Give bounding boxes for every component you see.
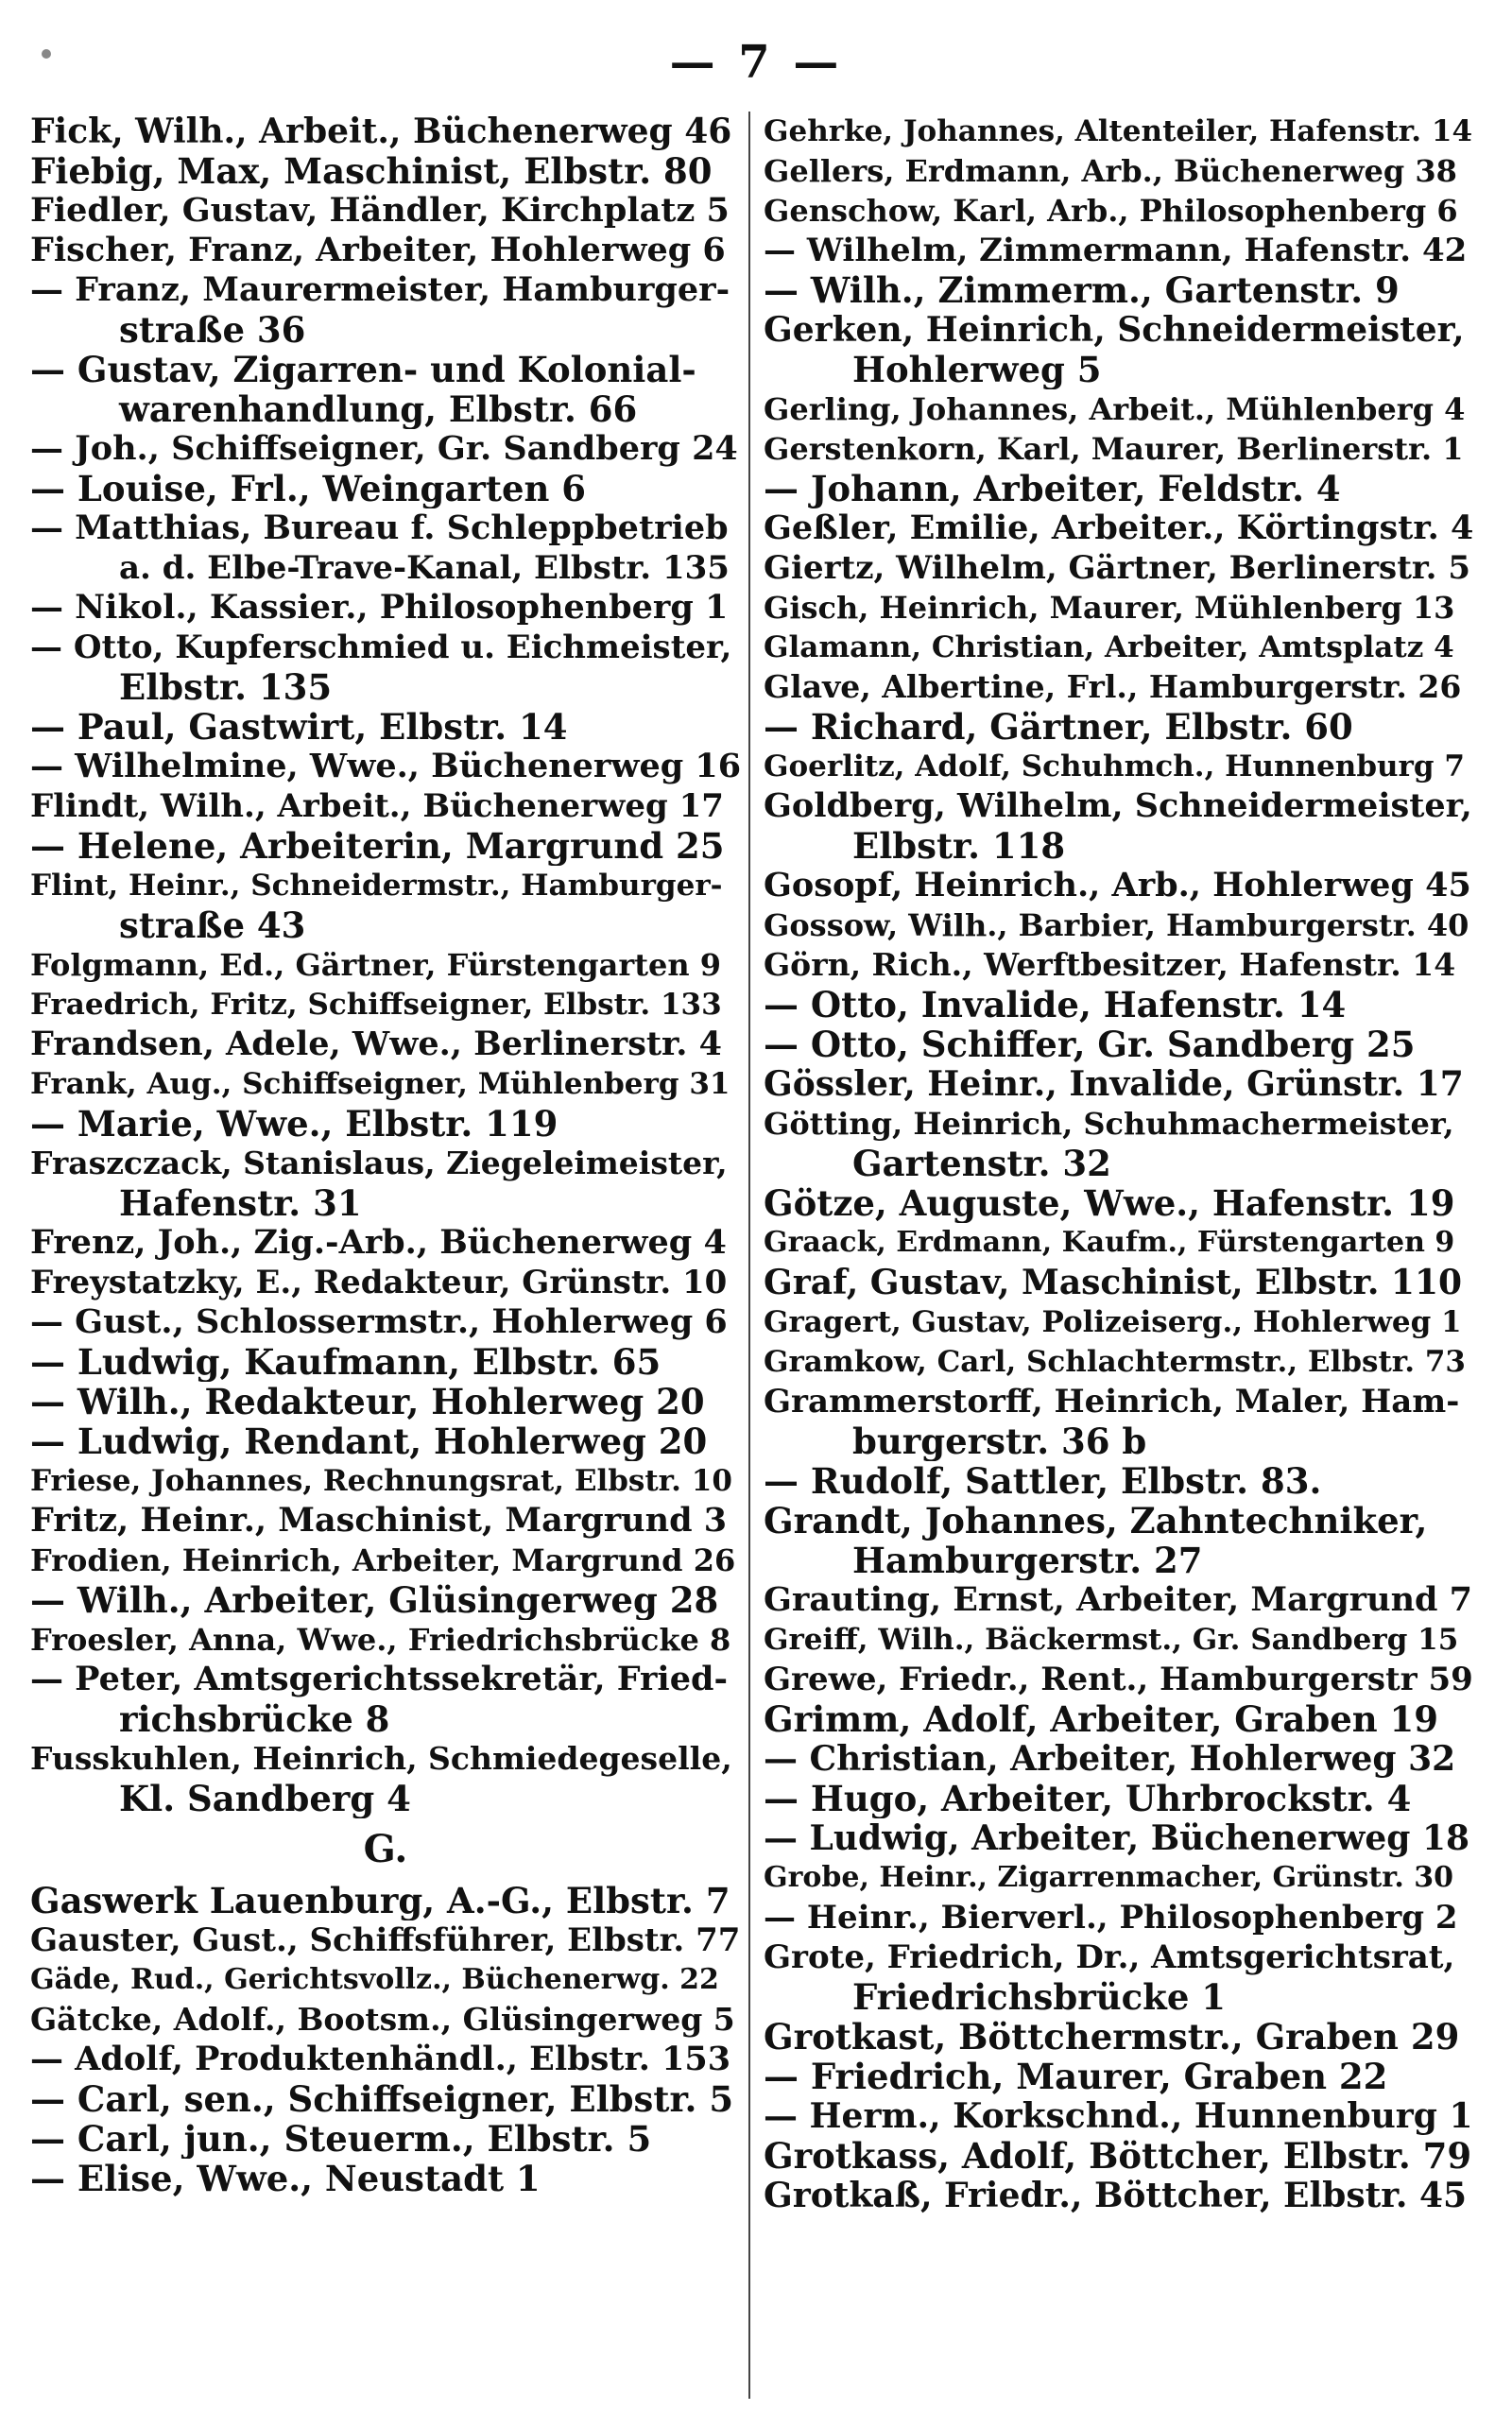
directory-entry: Grote, Friedrich, Dr., Amtsgerichtsrat, (764, 1938, 1455, 1976)
section-heading: G. (363, 1827, 408, 1871)
directory-entry: Goldberg, Wilhelm, Schneidermeister, (764, 786, 1472, 825)
directory-entry: Götze, Auguste, Wwe., Hafenstr. 19 (764, 1183, 1455, 1223)
directory-entry: Gerken, Heinrich, Schneidermeister, (764, 310, 1465, 350)
directory-entry: — Nikol., Kassier., Philosophenberg 1 (30, 588, 729, 627)
directory-entry: Freystatzky, E., Redakteur, Grünstr. 10 (30, 1264, 728, 1301)
directory-entry: — Hugo, Arbeiter, Uhrbrockstr. 4 (764, 1779, 1412, 1818)
directory-entry: Gössler, Heinr., Invalide, Grünstr. 17 (764, 1064, 1464, 1104)
directory-entry: Grimm, Adolf, Arbeiter, Graben 19 (764, 1699, 1439, 1739)
directory-entry: — Wilhelmine, Wwe., Büchenerweg 16 (30, 747, 741, 785)
directory-entry: Grotkast, Böttchermstr., Graben 29 (764, 2017, 1460, 2057)
column-divider (748, 112, 750, 2399)
directory-entry: Fraedrich, Fritz, Schiffseigner, Elbstr. 133 (30, 988, 722, 1022)
directory-entry: Gätcke, Adolf., Bootsm., Glüsingerweg 5 (30, 2001, 735, 2038)
directory-entry: Glamann, Christian, Arbeiter, Amtsplatz 4 (764, 630, 1454, 664)
directory-entry: Grandt, Johannes, Zahntechniker, (764, 1501, 1428, 1541)
directory-entry: Frank, Aug., Schiffseigner, Mühlenberg 31 (30, 1067, 730, 1101)
directory-entry: — Adolf, Produktenhändl., Elbstr. 153 (30, 2040, 731, 2078)
directory-entry: Fusskuhlen, Heinrich, Schmiedegeselle, (30, 1740, 732, 1777)
directory-entry: — Wilh., Redakteur, Hohlerweg 20 (30, 1382, 705, 1421)
directory-entry: Grotkaß, Friedr., Böttcher, Elbstr. 45 (764, 2176, 1468, 2215)
directory-entry-continuation: Elbstr. 118 (852, 826, 1066, 866)
directory-entry: Graf, Gustav, Maschinist, Elbstr. 110 (764, 1263, 1463, 1302)
directory-entry: Gaswerk Lauenburg, A.-G., Elbstr. 7 (30, 1881, 730, 1920)
directory-entry: Grauting, Ernst, Arbeiter, Margrund 7 (764, 1580, 1473, 1619)
directory-entry: — Otto, Invalide, Hafenstr. 14 (764, 985, 1347, 1025)
directory-entry-continuation: warenhandlung, Elbstr. 66 (119, 389, 638, 429)
directory-entry: Flindt, Wilh., Arbeit., Büchenerweg 17 (30, 787, 724, 825)
directory-entry: Glave, Albertine, Frl., Hamburgerstr. 26 (764, 668, 1462, 705)
directory-entry: Götting, Heinrich, Schuhmachermeister, (764, 1106, 1454, 1142)
directory-entry: — Marie, Wwe., Elbstr. 119 (30, 1104, 558, 1144)
directory-entry: Gehrke, Johannes, Altenteiler, Hafenstr. 14 (764, 114, 1473, 148)
directory-entry: Gäde, Rud., Gerichtsvollz., Büchenerwg. 22 (30, 1963, 719, 1996)
directory-entry: Froesler, Anna, Wwe., Friedrichsbrücke 8 (30, 1622, 731, 1658)
directory-entry: Flint, Heinr., Schneidermstr., Hamburger- (30, 869, 723, 903)
directory-entry-continuation: straße 43 (119, 905, 306, 945)
directory-entry: Gragert, Gustav, Polizeiserg., Hohlerweg 1 (764, 1305, 1462, 1339)
directory-entry: Gauster, Gust., Schiffsführer, Elbstr. 77 (30, 1921, 741, 1959)
directory-entry: — Ludwig, Kaufmann, Elbstr. 65 (30, 1342, 662, 1382)
directory-entry: — Gust., Schlossermstr., Hohlerweg 6 (30, 1302, 728, 1341)
directory-entry: Gerstenkorn, Karl, Maurer, Berlinerstr. 1 (764, 431, 1464, 467)
directory-entry: — Rudolf, Sattler, Elbstr. 83. (764, 1461, 1322, 1501)
directory-entry: — Wilhelm, Zimmermann, Hafenstr. 42 (764, 232, 1468, 269)
directory-entry: Gramkow, Carl, Schlachtermstr., Elbstr. 73 (764, 1345, 1467, 1379)
directory-entry-continuation: Hohlerweg 5 (852, 350, 1102, 389)
directory-entry: — Otto, Kupferschmied u. Eichmeister, (30, 629, 732, 666)
directory-entry: Graack, Erdmann, Kaufm., Fürstengarten 9 (764, 1226, 1455, 1259)
directory-entry-continuation: Hafenstr. 31 (119, 1183, 362, 1223)
directory-entry: Gossow, Wilh., Barbier, Hamburgerstr. 40 (764, 907, 1469, 943)
directory-entry: Grobe, Heinr., Zigarrenmacher, Grünstr. 30 (764, 1861, 1453, 1894)
directory-entry: — Gustav, Zigarren- und Kolonial- (30, 350, 696, 389)
directory-entry-continuation: Kl. Sandberg 4 (119, 1779, 411, 1818)
directory-entry-continuation: burgerstr. 36 b (852, 1421, 1147, 1461)
directory-entry: — Ludwig, Rendant, Hohlerweg 20 (30, 1421, 708, 1461)
directory-entry: — Carl, jun., Steuerm., Elbstr. 5 (30, 2119, 652, 2159)
directory-entry: — Heinr., Bierverl., Philosophenberg 2 (764, 1899, 1458, 1937)
directory-entry: Fiebig, Max, Maschinist, Elbstr. 80 (30, 151, 713, 191)
directory-entry: Gellers, Erdmann, Arb., Büchenerweg 38 (764, 153, 1457, 189)
directory-entry: Fiedler, Gustav, Händler, Kirchplatz 5 (30, 191, 730, 230)
directory-entry: — Wilh., Zimmerm., Gartenstr. 9 (764, 270, 1400, 310)
directory-entry: Frodien, Heinrich, Arbeiter, Margrund 26 (30, 1542, 736, 1578)
directory-entry: — Otto, Schiffer, Gr. Sandberg 25 (764, 1025, 1416, 1064)
directory-entry: Genschow, Karl, Arb., Philosophenberg 6 (764, 193, 1458, 229)
directory-entry: — Johann, Arbeiter, Feldstr. 4 (764, 469, 1341, 508)
left-column (30, 112, 741, 2399)
directory-entry: — Herm., Korkschnd., Hunnenburg 1 (764, 2096, 1473, 2136)
directory-entry: Gosopf, Heinrich., Arb., Hohlerweg 45 (764, 866, 1471, 904)
directory-entry: — Matthias, Bureau f. Schleppbetrieb (30, 508, 729, 547)
directory-entry: — Ludwig, Arbeiter, Büchenerweg 18 (764, 1818, 1470, 1858)
directory-entry-continuation: Hamburgerstr. 27 (852, 1541, 1203, 1580)
directory-entry: — Joh., Schiffseigner, Gr. Sandberg 24 (30, 429, 738, 468)
directory-entry: — Franz, Maurermeister, Hamburger- (30, 270, 730, 309)
directory-entry: — Helene, Arbeiterin, Margrund 25 (30, 826, 725, 866)
directory-entry: — Wilh., Arbeiter, Glüsingerweg 28 (30, 1580, 719, 1620)
directory-entry: Grammerstorff, Heinrich, Maler, Ham- (764, 1383, 1460, 1421)
directory-entry: Görn, Rich., Werftbesitzer, Hafenstr. 14 (764, 946, 1456, 983)
directory-entry: Grotkass, Adolf, Böttcher, Elbstr. 79 (764, 2136, 1472, 2176)
directory-entry-continuation: a. d. Elbe-Trave-Kanal, Elbstr. 135 (119, 549, 730, 587)
directory-entry: — Carl, sen., Schiffseigner, Elbstr. 5 (30, 2079, 734, 2119)
directory-entry: Greiff, Wilh., Bäckermst., Gr. Sandberg 15 (764, 1623, 1459, 1657)
directory-entry: Geßler, Emilie, Arbeiter., Körtingstr. 4 (764, 508, 1474, 547)
directory-entry: — Louise, Frl., Weingarten 6 (30, 469, 587, 508)
directory-entry-continuation: straße 36 (119, 310, 306, 350)
directory-entry: — Richard, Gärtner, Elbstr. 60 (764, 707, 1353, 747)
directory-entry: Fick, Wilh., Arbeit., Büchenerweg 46 (30, 112, 732, 151)
directory-entry: Grewe, Friedr., Rent., Hamburgerstr 59 (764, 1661, 1473, 1698)
directory-entry: — Christian, Arbeiter, Hohlerweg 32 (764, 1739, 1456, 1779)
directory-entry: Fraszczack, Stanislaus, Ziegeleimeister, (30, 1145, 728, 1181)
directory-entry-continuation: Friedrichsbrücke 1 (852, 1977, 1226, 2017)
directory-entry: Gerling, Johannes, Arbeit., Mühlenberg 4 (764, 391, 1466, 427)
directory-entry: Fischer, Franz, Arbeiter, Hohlerweg 6 (30, 231, 726, 269)
directory-entry: Friese, Johannes, Rechnungsrat, Elbstr. 10 (30, 1464, 732, 1498)
directory-entry: Frenz, Joh., Zig.-Arb., Büchenerweg 4 (30, 1223, 727, 1262)
directory-entry: — Peter, Amtsgerichtssekretär, Fried- (30, 1660, 728, 1698)
directory-entry: Folgmann, Ed., Gärtner, Fürstengarten 9 (30, 947, 722, 983)
right-column (764, 112, 1474, 2399)
page-number: — 7 — (669, 36, 843, 89)
directory-entry-continuation: Gartenstr. 32 (852, 1144, 1111, 1183)
directory-entry-continuation: richsbrücke 8 (119, 1699, 390, 1739)
directory-entry: — Friedrich, Maurer, Graben 22 (764, 2057, 1388, 2096)
directory-entry: Giertz, Wilhelm, Gärtner, Berlinerstr. 5 (764, 549, 1471, 587)
directory-entry-continuation: Elbstr. 135 (119, 667, 333, 707)
directory-entry: Fritz, Heinr., Maschinist, Margrund 3 (30, 1501, 728, 1540)
directory-entry: — Paul, Gastwirt, Elbstr. 14 (30, 707, 568, 747)
directory-entry: Gisch, Heinrich, Maurer, Mühlenberg 13 (764, 590, 1455, 626)
directory-entry: Goerlitz, Adolf, Schuhmch., Hunnenburg 7 (764, 749, 1465, 784)
directory-entry: Frandsen, Adele, Wwe., Berlinerstr. 4 (30, 1025, 723, 1063)
directory-entry: — Elise, Wwe., Neustadt 1 (30, 2159, 541, 2198)
